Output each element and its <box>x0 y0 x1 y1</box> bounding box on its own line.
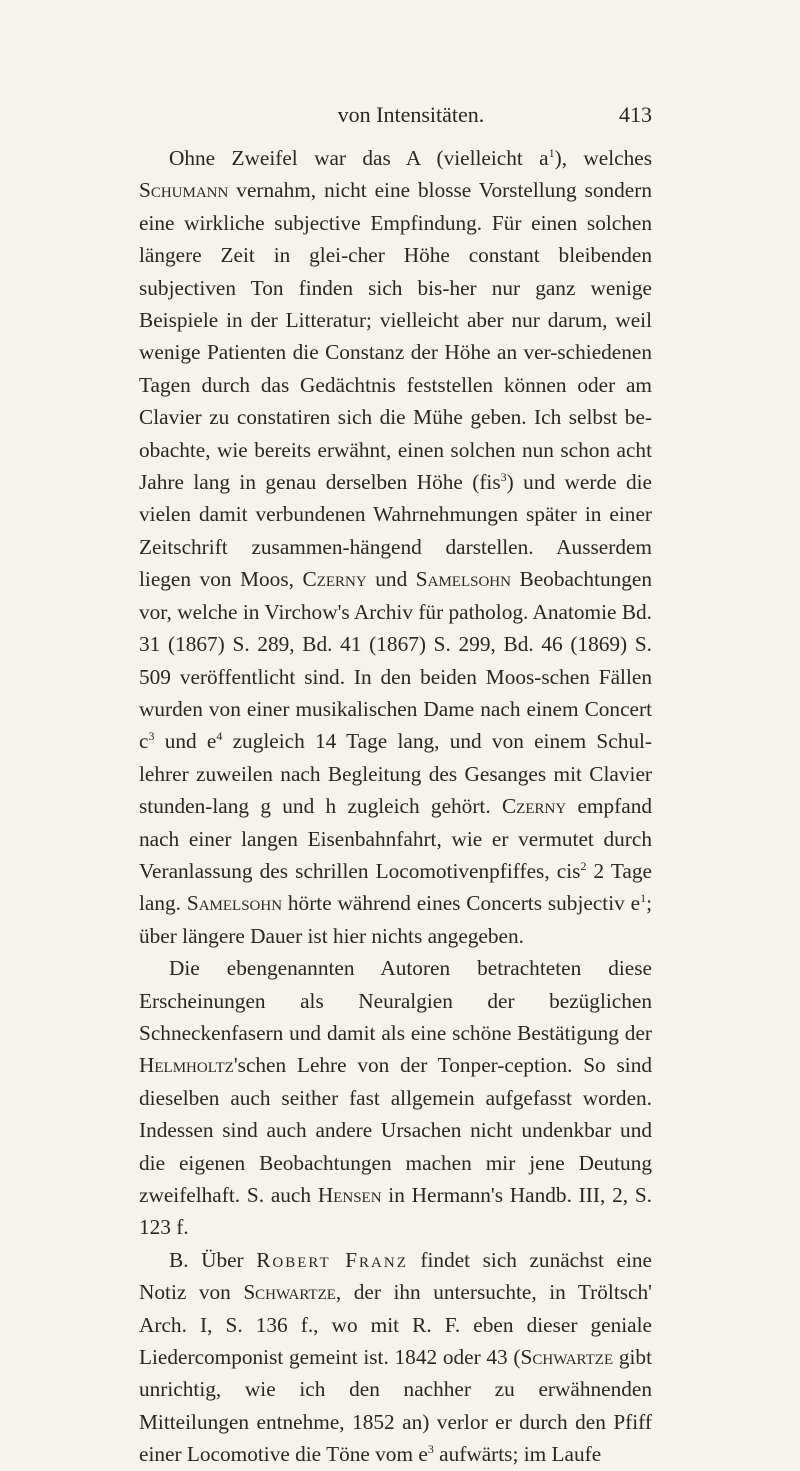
author-name: Czerny <box>302 567 367 592</box>
body-text <box>139 142 652 1471</box>
author-name: Samelsohn <box>186 891 283 916</box>
author-name: Schumann <box>139 178 229 203</box>
page-number: 413 <box>619 102 652 127</box>
author-name: Hensen <box>317 1183 382 1207</box>
paragraph-3: B. Über Robert Franz findet sich zunächst eine Notiz von Schwartze, der ihn untersuchte, in Tröltsch' Arch. I, S. 136 f., wo mit R. F. eben dieser geniale Liedercomponist gemeint ist. 1842 oder 43 (Schwartze gibt unrichtig, wie ich den nachher zu erwähnenden Mitteilungen entnehme, 1852 an) verlor er durch den Pfiff einer Locomotive die Töne vom $e^3$ aufwärts; im Laufe <box>139 1247 652 1467</box>
paragraph-1: Ohne Zweifel war das A (vielleicht $a^1$), welches Schumann vernahm, nicht eine blosse Vorstellung sondern eine wirkliche subjective Empfindung. Für einen solchen längere Zeit in glei-cher Höhe constant bleibenden subjectiven Ton finden sich bis-her nur ganz wenige Beispiele in der Litteratur; vielleicht aber nur darum, weil wenige Patienten die Constanz der Höhe an ver-schiedenen Tagen durch das Gedächtnis feststellen können oder am Clavier zu constatiren sich die Mühe geben. Ich selbst be-obachte, wie bereits erwähnt, einen solchen nun schon acht Jahre lang in genau derselben Höhe (fis$^3$) und werde die vielen damit verbundenen Wahrnehmungen später in einer Zeitschrift zusammen-hängend darstellen. Ausserdem liegen von Moos, Czerny und Samelsohn Beobachtungen vor, welche in Virchow's Archiv für patholog. Anatomie Bd. 31 (1867) S. 289, Bd. 41 (1867) S. 299, Bd. 46 (1869) S. 509 veröffentlicht sind. In den beiden Moos-schen Fällen wurden von einer musikalischen Dame nach einem Concert $c^3$ und $e^4$ zugleich 14 Tage lang, und von einem Schul-lehrer zuweilen nach Begleitung des Gesanges mit Clavier stunden-lang g und h zugleich gehört. Czerny empfand nach einer langen Eisenbahnfahrt, wie er vermutet durch Veranlassung des schrillen Locomotivenpfiffes, cis$^2$ 2 Tage lang. Samelsohn hörte während eines Concerts subjectiv $e^1$; über längere Dauer ist hier nichts angegeben. <box>139 146 652 948</box>
author-name: Robert Franz <box>256 1247 408 1272</box>
page-header <box>170 102 652 132</box>
paragraph-2: Die ebengenannten Autoren betrachteten diese Erscheinungen als Neuralgien der bezüglichen Schneckenfasern und damit als eine schöne Bestätigung der Helmholtz'schen Lehre von der Tonper-ception. So sind dieselben auch seither fast allgemein aufgefasst worden. Indessen sind auch andere Ursachen nicht undenkbar und die eigenen Beobachtungen machen mir jene Deutung zweifelhaft. S. auch Hensen in Hermann's Handb. III, 2, S. 123 f. <box>139 956 652 1240</box>
author-name: Helmholtz <box>139 1053 234 1078</box>
author-name: Czerny <box>501 794 567 819</box>
author-name: Schwartze <box>520 1345 614 1370</box>
running-title: von Intensitäten. <box>337 102 485 127</box>
author-name: Schwartze <box>243 1280 336 1305</box>
author-name: Samelsohn <box>415 567 511 592</box>
